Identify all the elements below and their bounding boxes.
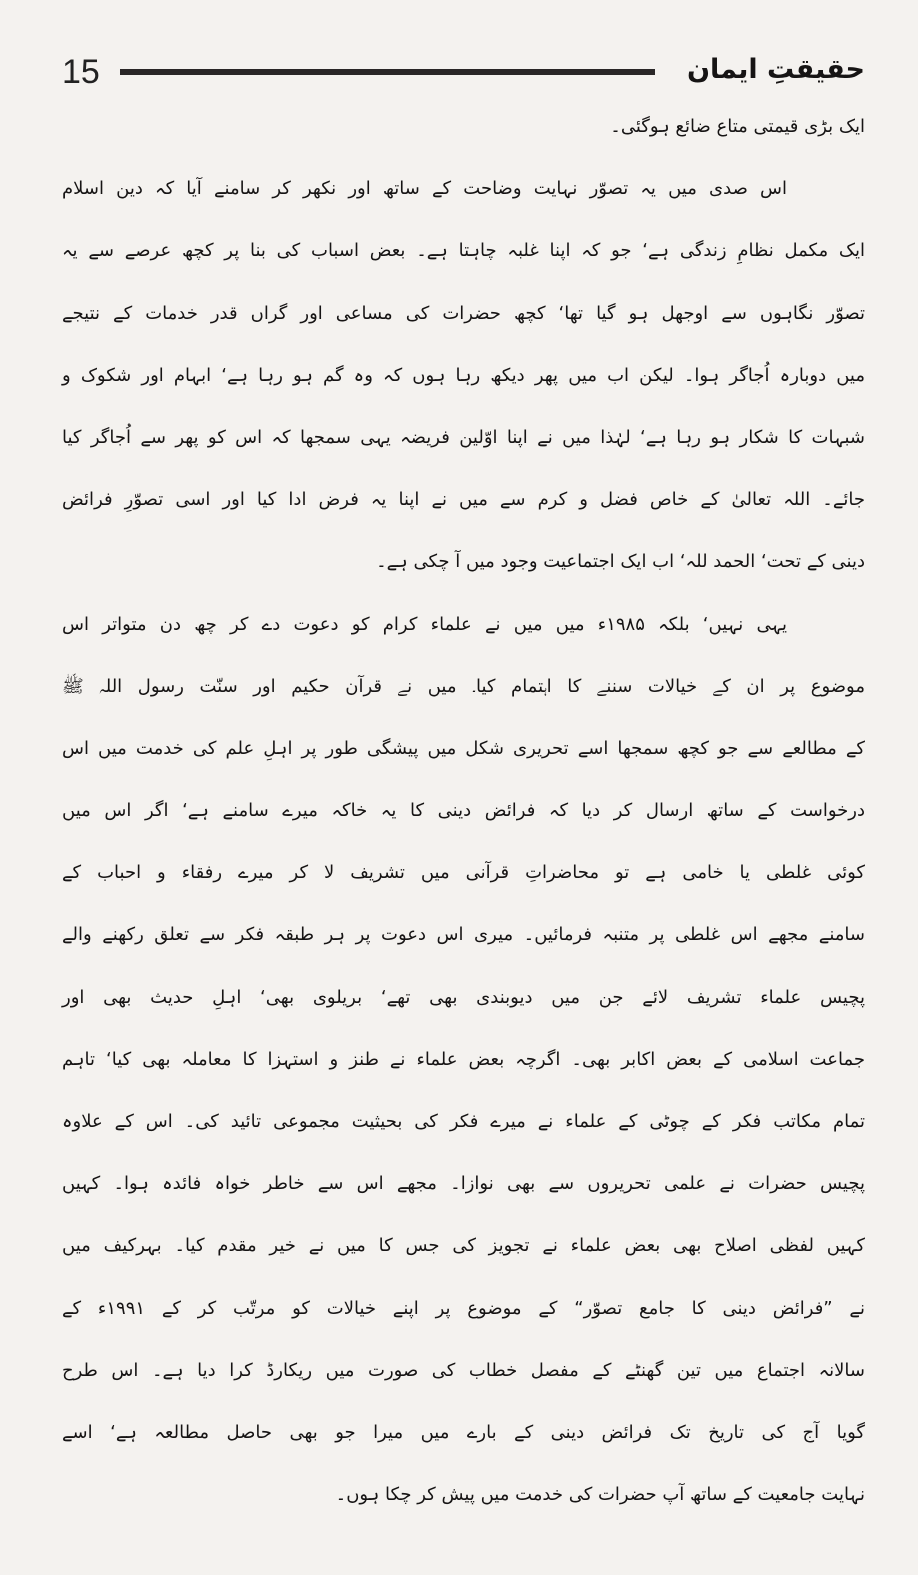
text-line: ایک بڑی قیمتی متاع ضائع ہوگئی۔: [610, 116, 865, 137]
text-line: ایک مکمل نظامِ زندگی ہے‘ جو کہ اپنا غلبہ چاہتا ہے۔ بعض اسباب کی بنا پر کچھ عرصے سے یہ: [62, 240, 865, 262]
header-rule: [120, 69, 655, 75]
text-line: دینی کے تحت‘ الحمد للہ‘ اب ایک اجتماعیت وجود میں آ چکی ہے۔: [376, 551, 865, 573]
text-line: اس صدی میں یہ تصوّر نہایت وضاحت کے ساتھ اور نکھر کر سامنے آیا کہ دین اسلام: [62, 178, 787, 200]
text-line: کوئی غلطی یا خامی ہے تو محاضراتِ قرآنی میں تشریف لا کر میرے رفقاء و احباب کے: [62, 862, 865, 884]
text-line: پچیس علماء تشریف لائے جن میں دیوبندی بھی تھے‘ بریلوی بھی‘ اہلِ حدیث بھی اور: [62, 986, 865, 1008]
text-line: کہیں لفظی اصلاح بھی بعض علماء نے تجویز کی جس کا میں نے خیر مقدم کیا۔ بہرکیف میں: [62, 1235, 865, 1257]
page-body: [62, 96, 865, 1526]
text-line: نے ”فرائض دینی کا جامع تصوّر“ کے موضوع پر اپنے خیالات کو مرتّب کر کے ۱۹۹۱ء کے: [62, 1297, 865, 1319]
text-line: گویا آج کی تاریخ تک فرائض دینی کے بارے میں میرا جو بھی حاصل مطالعہ ہے‘ اسے: [62, 1421, 865, 1443]
text-line: نہایت جامعیت کے ساتھ آپ حضرات کی خدمت میں پیش کر چکا ہوں۔: [335, 1484, 865, 1506]
text-line: میں دوبارہ اُجاگر ہوا۔ لیکن اب میں پھر دیکھ رہا ہوں کہ وہ گم ہو رہا ہے‘ ابہام اور شکوک و: [62, 364, 865, 386]
text-line: جائے۔ اللہ تعالیٰ کے خاص فضل و کرم سے میں نے اپنا یہ فرض ادا کیا اور اسی تصوّرِ فرائض: [62, 489, 865, 511]
running-header: [62, 52, 865, 92]
text-line: جماعت اسلامی کے بعض اکابر بھی۔ اگرچہ بعض علماء نے طنز و استہزا کا معاملہ بھی کیا‘ تاہم: [62, 1048, 865, 1070]
text-line: تمام مکاتب فکر کے چوٹی کے علماء نے میرے فکر کی بحیثیت مجموعی تائید کی۔ اس کے علاوہ: [62, 1111, 865, 1132]
book-title: حقیقتِ ایمان: [686, 54, 865, 85]
text-line: موضوع پر ان کے خیالات سننے کا اہتمام کیا۔ میں نے قرآن حکیم اور سنّت رسول اللہ ﷺ: [62, 675, 865, 697]
page-number: 15: [62, 53, 100, 91]
text-line: کے مطالعے سے جو کچھ سمجھا اسے تحریری شکل میں پیشگی طور پر اہلِ علم کی خدمت میں اس: [62, 737, 865, 759]
text-line: سامنے مجھے اس غلطی پر متنبہ فرمائیں۔ میری اس دعوت پر ہر طبقہ فکر سے تعلق رکھنے والے: [62, 924, 865, 946]
text-line: پچیس حضرات نے علمی تحریروں سے بھی نوازا۔ مجھے اس سے خاطر خواہ فائدہ ہوا۔ کہیں: [62, 1173, 865, 1195]
text-line: شبہات کا شکار ہو رہا ہے‘ لہٰذا میں نے اپنا اوّلین فریضہ یہی سمجھا کہ اس کو پھر سے اُجاگر کیا: [62, 426, 865, 448]
text-line: درخواست کے ساتھ ارسال کر دیا کہ فرائض دینی کا یہ خاکہ میرے سامنے ہے‘ اگر اس میں: [62, 800, 865, 822]
text-line: یہی نہیں‘ بلکہ ۱۹۸۵ء میں میں نے علماء کرام کو دعوت دے کر چھ دن متواتر اس: [62, 613, 788, 635]
text-line: سالانہ اجتماع میں تین گھنٹے کے مفصل خطاب کی صورت میں ریکارڈ کرا دیا ہے۔ اس طرح: [62, 1359, 865, 1381]
text-line: تصوّر نگاہوں سے اوجھل ہو گیا تھا‘ کچھ حضرات کی مساعی اور گراں قدر خدمات کے نتیجے: [62, 302, 865, 324]
